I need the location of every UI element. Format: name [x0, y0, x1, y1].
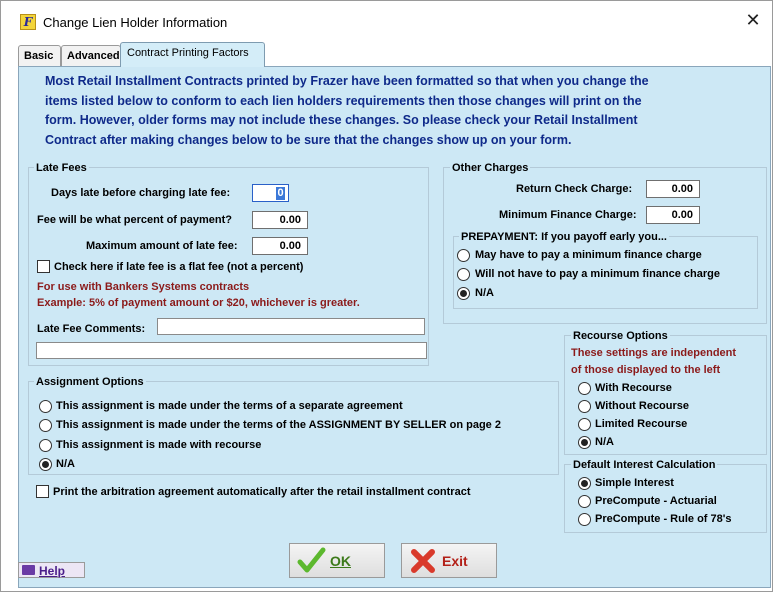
assignment-recourse-radio[interactable] — [39, 439, 52, 452]
bankers-note: For use with Bankers Systems contracts — [37, 281, 250, 293]
days-late-value: 0 — [277, 187, 284, 199]
assignment-options-group — [28, 376, 559, 475]
close-icon[interactable]: ✕ — [745, 10, 761, 30]
help-button[interactable] — [18, 562, 85, 578]
arbitration-checkbox[interactable] — [36, 485, 49, 498]
red-x-icon — [409, 547, 437, 575]
late-fee-example: Example: 5% of payment amount or $20, whichever is greater. — [37, 297, 360, 309]
window-title: Change Lien Holder Information — [43, 15, 228, 30]
with-recourse-radio[interactable] — [578, 382, 591, 395]
prepayment-group — [453, 231, 758, 309]
recourse-note: These settings are independent — [571, 347, 737, 359]
precompute-actuarial-radio[interactable] — [578, 495, 591, 508]
interest-calculation-group — [564, 459, 767, 533]
late-fee-comments-input-2[interactable] — [36, 342, 427, 359]
tab-basic[interactable] — [18, 45, 61, 67]
intro-line: items listed below to conform to each lien holders requirements then those changes will print on the — [45, 93, 642, 108]
assignment-options-title: Assignment Options — [36, 376, 144, 388]
assignment-na-radio[interactable] — [39, 458, 52, 471]
late-fees-title: Late Fees — [36, 162, 87, 174]
arbitration-label: Print the arbitration agreement automatically after the retail installment contract — [53, 486, 471, 498]
intro-line: Most Retail Installment Contracts printed by Frazer have been formatted so that when you change the — [45, 74, 649, 88]
tab-label: Basic — [24, 50, 54, 62]
prepay-option-label: N/A — [475, 287, 494, 299]
return-check-input[interactable]: 0.00 — [646, 180, 700, 198]
ok-button-label: OK — [330, 553, 351, 569]
recourse-option-label: Without Recourse — [595, 400, 690, 412]
recourse-option-label: With Recourse — [595, 382, 672, 394]
without-recourse-radio[interactable] — [578, 400, 591, 413]
intro-text — [45, 72, 745, 150]
precompute-rule78-radio[interactable] — [578, 513, 591, 526]
assignment-option-label: This assignment is made under the terms of a separate agreement — [56, 400, 403, 412]
prepayment-title: PREPAYMENT: If you payoff early you... — [461, 231, 667, 243]
exit-button[interactable] — [401, 543, 497, 578]
recourse-options-title: Recourse Options — [573, 330, 668, 342]
late-fees-group — [28, 162, 429, 366]
assignment-by-seller-radio[interactable] — [39, 419, 52, 432]
max-late-fee-input[interactable]: 0.00 — [252, 237, 308, 255]
assignment-option-label: This assignment is made under the terms of the ASSIGNMENT BY SELLER on page 2 — [56, 419, 501, 431]
late-fee-comments-input[interactable] — [157, 318, 425, 335]
intro-line: form. However, older forms may not include these changes. So please check your Retail Installment — [45, 113, 638, 127]
checkmark-icon — [296, 546, 326, 576]
limited-recourse-radio[interactable] — [578, 418, 591, 431]
interest-option-label: PreCompute - Rule of 78's — [595, 513, 732, 525]
recourse-note: of those displayed to the left — [571, 364, 721, 376]
assignment-option-label: N/A — [56, 458, 75, 470]
intro-line: Contract after making changes below to be sure that the changes show up on your form. — [45, 132, 572, 147]
exit-button-label: Exit — [442, 553, 468, 569]
assignment-option-label: This assignment is made with recourse — [56, 439, 262, 451]
recourse-option-label: N/A — [595, 436, 614, 448]
percent-input[interactable]: 0.00 — [252, 211, 308, 229]
days-late-input[interactable] — [252, 184, 289, 202]
interest-calculation-title: Default Interest Calculation — [573, 459, 716, 471]
prepay-option-label: May have to pay a minimum finance charge — [475, 249, 702, 261]
prepay-option-label: Will not have to pay a minimum finance charge — [475, 268, 721, 280]
ok-button[interactable] — [289, 543, 385, 578]
tab-label: Advanced — [67, 50, 120, 62]
interest-option-label: Simple Interest — [595, 477, 674, 489]
other-charges-title: Other Charges — [452, 162, 529, 174]
late-fee-comments-label: Late Fee Comments: — [37, 323, 146, 335]
recourse-options-group — [564, 330, 767, 455]
return-check-label: Return Check Charge: — [516, 183, 633, 195]
min-finance-label: Minimum Finance Charge: — [499, 209, 637, 221]
book-icon — [22, 565, 35, 575]
contract-printing-panel — [18, 66, 771, 588]
max-late-fee-label: Maximum amount of late fee: — [86, 240, 238, 252]
flat-fee-label: Check here if late fee is a flat fee (not a percent) — [54, 261, 304, 273]
recourse-option-label: Limited Recourse — [595, 418, 688, 430]
days-late-label: Days late before charging late fee: — [51, 187, 231, 199]
title-bar — [1, 1, 772, 41]
percent-label: Fee will be what percent of payment? — [37, 214, 232, 226]
interest-option-label: PreCompute - Actuarial — [595, 495, 717, 507]
prepay-na-radio[interactable] — [457, 287, 470, 300]
tab-contract-printing-factors[interactable] — [120, 42, 265, 67]
flat-fee-checkbox[interactable] — [37, 260, 50, 273]
frazer-app-icon: F — [20, 14, 36, 30]
other-charges-group — [443, 162, 767, 324]
min-finance-input[interactable]: 0.00 — [646, 206, 700, 224]
tab-label: Contract Printing Factors — [127, 47, 249, 59]
help-label: Help — [39, 564, 66, 578]
assignment-separate-radio[interactable] — [39, 400, 52, 413]
simple-interest-radio[interactable] — [578, 477, 591, 490]
prepay-min-finance-radio[interactable] — [457, 249, 470, 262]
prepay-no-min-finance-radio[interactable] — [457, 268, 470, 281]
tab-advanced[interactable] — [61, 45, 121, 67]
recourse-na-radio[interactable] — [578, 436, 591, 449]
